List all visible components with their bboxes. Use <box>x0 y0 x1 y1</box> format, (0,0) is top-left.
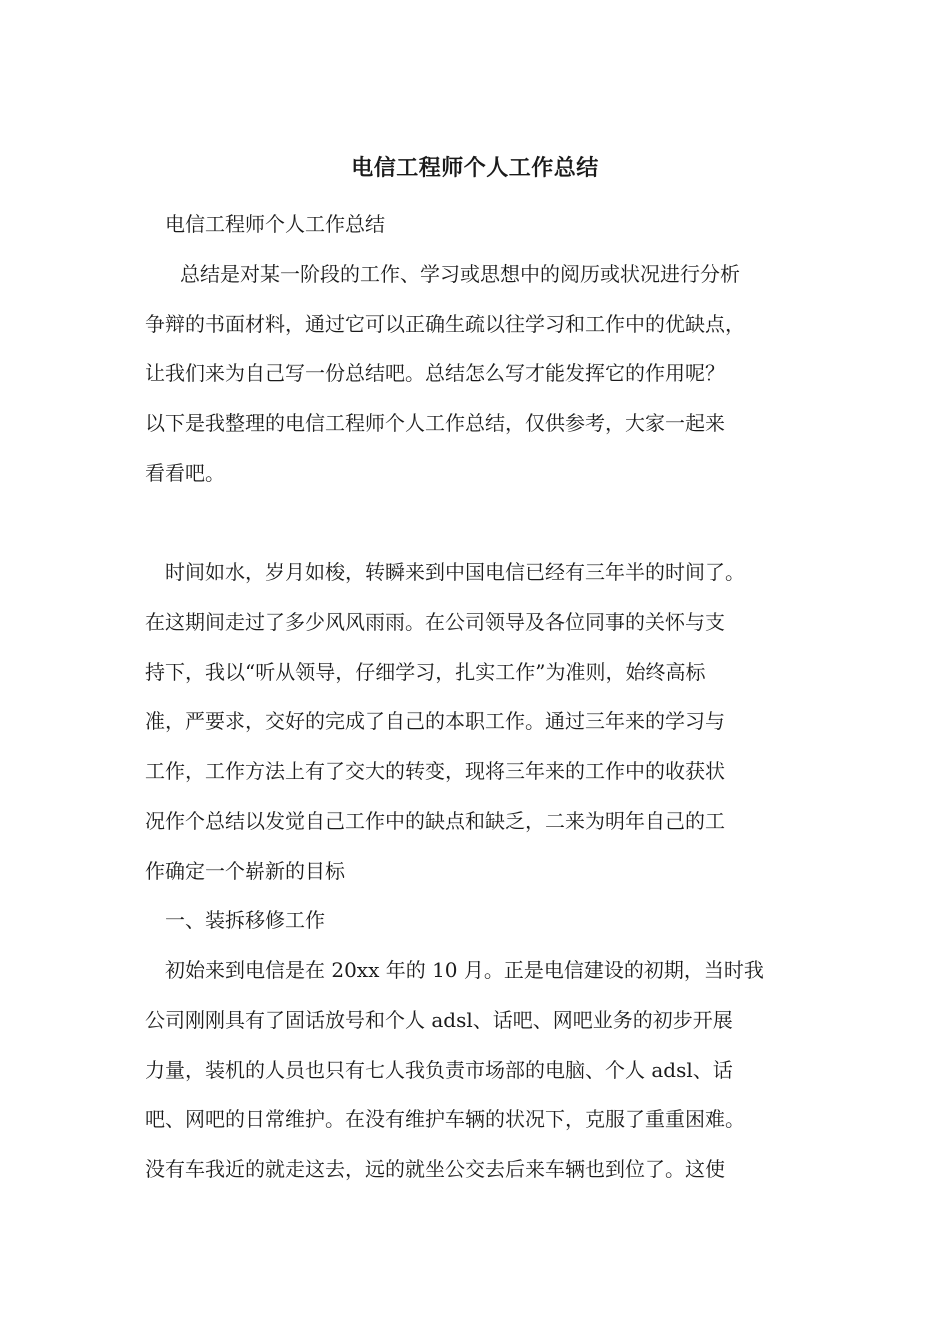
body-line: 准，严要求，交好的完成了自己的本职工作。通过三年来的学习与 <box>145 709 725 733</box>
document-title: 电信工程师个人工作总结 <box>351 155 599 181</box>
section-line: 公司刚刚具有了固话放号和个人 adsl、话吧、网吧业务的初步开展 <box>145 1008 733 1032</box>
section-line: 力量，装机的人员也只有七人我负责市场部的电脑、个人 adsl、话 <box>145 1058 733 1082</box>
document-subtitle: 电信工程师个人工作总结 <box>165 212 385 236</box>
body-line: 工作，工作方法上有了交大的转变，现将三年来的工作中的收获状 <box>145 759 725 783</box>
intro-line: 让我们来为自己写一份总结吧。总结怎么写才能发挥它的作用呢？ <box>145 361 725 385</box>
section-line: 初始来到电信是在 20xx 年的 10 月。正是电信建设的初期，当时我 <box>165 958 764 982</box>
section-line: 没有车我近的就走这去，远的就坐公交去后来车辆也到位了。这使 <box>145 1157 725 1181</box>
intro-line: 争辩的书面材料，通过它可以正确生疏以往学习和工作中的优缺点， <box>145 312 745 336</box>
section-line: 吧、网吧的日常维护。在没有维护车辆的状况下，克服了重重困难。 <box>145 1107 745 1131</box>
body-line: 时间如水，岁月如梭，转瞬来到中国电信已经有三年半的时间了。 <box>165 560 745 584</box>
body-line: 作确定一个崭新的目标 <box>145 859 345 883</box>
body-line: 况作个总结以发觉自己工作中的缺点和缺乏，二来为明年自己的工 <box>145 809 725 833</box>
section-heading: 一、装拆移修工作 <box>165 908 325 932</box>
intro-line: 以下是我整理的电信工程师个人工作总结，仅供参考，大家一起来 <box>145 411 725 435</box>
body-line: 在这期间走过了多少风风雨雨。在公司领导及各位同事的关怀与支 <box>145 610 725 634</box>
body-line: 持下，我以“听从领导，仔细学习，扎实工作”为准则，始终高标 <box>145 660 706 684</box>
intro-line: 看看吧。 <box>145 461 225 485</box>
intro-line: 总结是对某一阶段的工作、学习或思想中的阅历或状况进行分析 <box>180 262 740 286</box>
